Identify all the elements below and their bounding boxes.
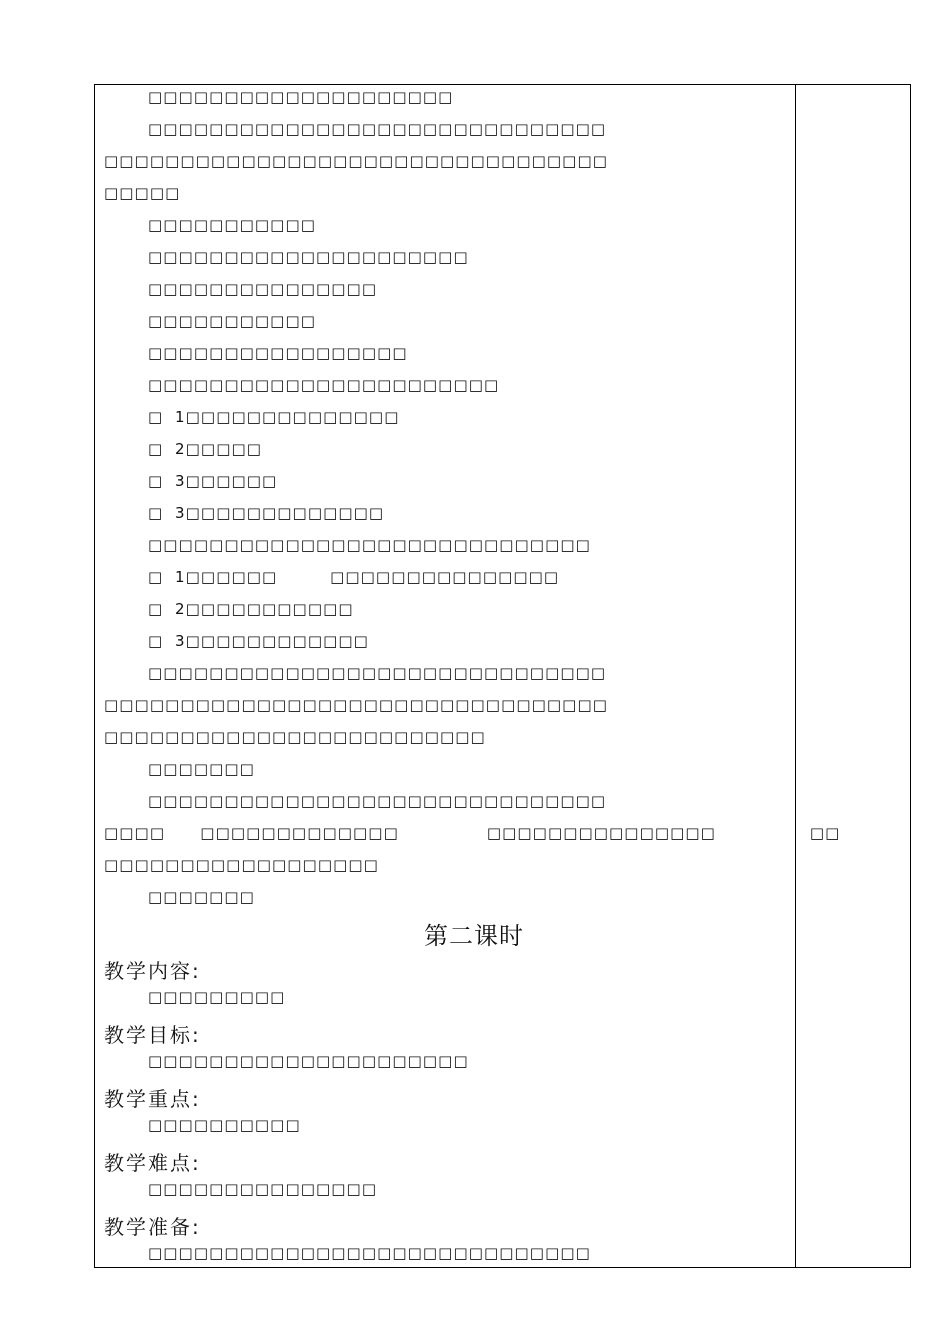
text-line: □□□□□□□ [148, 760, 255, 778]
text-line: □□□□□□□□□□□□□□□□□□□□□□□□□□□□□□□□□ [104, 696, 608, 714]
lesson-title: 第二课时 [424, 922, 524, 950]
text-line: □□□□□□□□□□□□□□□□□□□□□□□□□□□□□□ [148, 792, 607, 810]
text-line: □□□□□□□□□□□ [148, 312, 316, 330]
text-line: □□□□□□□□□□□□□□□□□ [148, 344, 408, 362]
text-line: □ 3□□□□□□□□□□□□ [148, 632, 369, 650]
text-line: □ 3□□□□□□□□□□□□□ [148, 504, 385, 522]
section-heading: 教学重点: [104, 1087, 201, 1111]
text-line: □ 2□□□□□□□□□□□ [148, 600, 354, 618]
section-body: □□□□□□□□□ [148, 988, 286, 1006]
text-line: □□□□□□□ [148, 888, 255, 906]
text-line: □ 2□□□□□ [148, 440, 263, 458]
text-line: □□□□□□□□□□□□□□□□□□□□□□□□□ [104, 728, 486, 746]
text-line: □□□□□□□□□□□□□□□□□□□□□□□ [148, 376, 500, 394]
text-line: □□□□ □□□□□□□□□□□□□ □□□□□□□□□□□□□□□ □□ [104, 824, 841, 842]
section-heading: 教学内容: [104, 959, 201, 983]
column-divider [795, 84, 796, 1268]
section-body: □□□□□□□□□□ [148, 1116, 301, 1134]
text-line: □□□□□□□□□□□□□□□□□□□□□□□□□□□□□□ [148, 120, 607, 138]
text-line: □□□□□□□□□□□□□□□ [148, 280, 378, 298]
section-heading: 教学难点: [104, 1151, 201, 1175]
body-lines [104, 86, 841, 918]
text-line: □□□□□□□□□□□□□□□□□□□□□□□□□□□□□ [148, 536, 591, 554]
lesson-sections [104, 954, 784, 1274]
section-body: □□□□□□□□□□□□□□□ [148, 1180, 378, 1198]
text-line: □□□□□□□□□□□□□□□□□□□□□□□□□□□□□□ [148, 664, 607, 682]
text-line: □□□□□□□□□□□□□□□□□□□□□□□□□□□□□□□□□ [104, 152, 608, 170]
section-heading: 教学目标: [104, 1023, 201, 1047]
text-line: □ 1□□□□□□□□□□□□□□ [148, 408, 400, 426]
lesson-content [104, 86, 841, 1274]
text-line: □ 1□□□□□□ □□□□□□□□□□□□□□□ [148, 568, 560, 586]
section-body: □□□□□□□□□□□□□□□□□□□□□ [148, 1052, 469, 1070]
text-line: □ 3□□□□□□ [148, 472, 278, 490]
text-line: □□□□□ [104, 184, 181, 202]
text-line: □□□□□□□□□□□□□□□□□□□□ [148, 88, 454, 106]
text-line: □□□□□□□□□□□□□□□□□□□□□ [148, 248, 469, 266]
section-body: □□□□□□□□□□□□□□□□□□□□□□□□□□□□□ [148, 1244, 591, 1262]
text-line: □□□□□□□□□□□□□□□□□□ [104, 856, 379, 874]
text-line: □□□□□□□□□□□ [148, 216, 316, 234]
section-heading: 教学准备: [104, 1215, 201, 1239]
